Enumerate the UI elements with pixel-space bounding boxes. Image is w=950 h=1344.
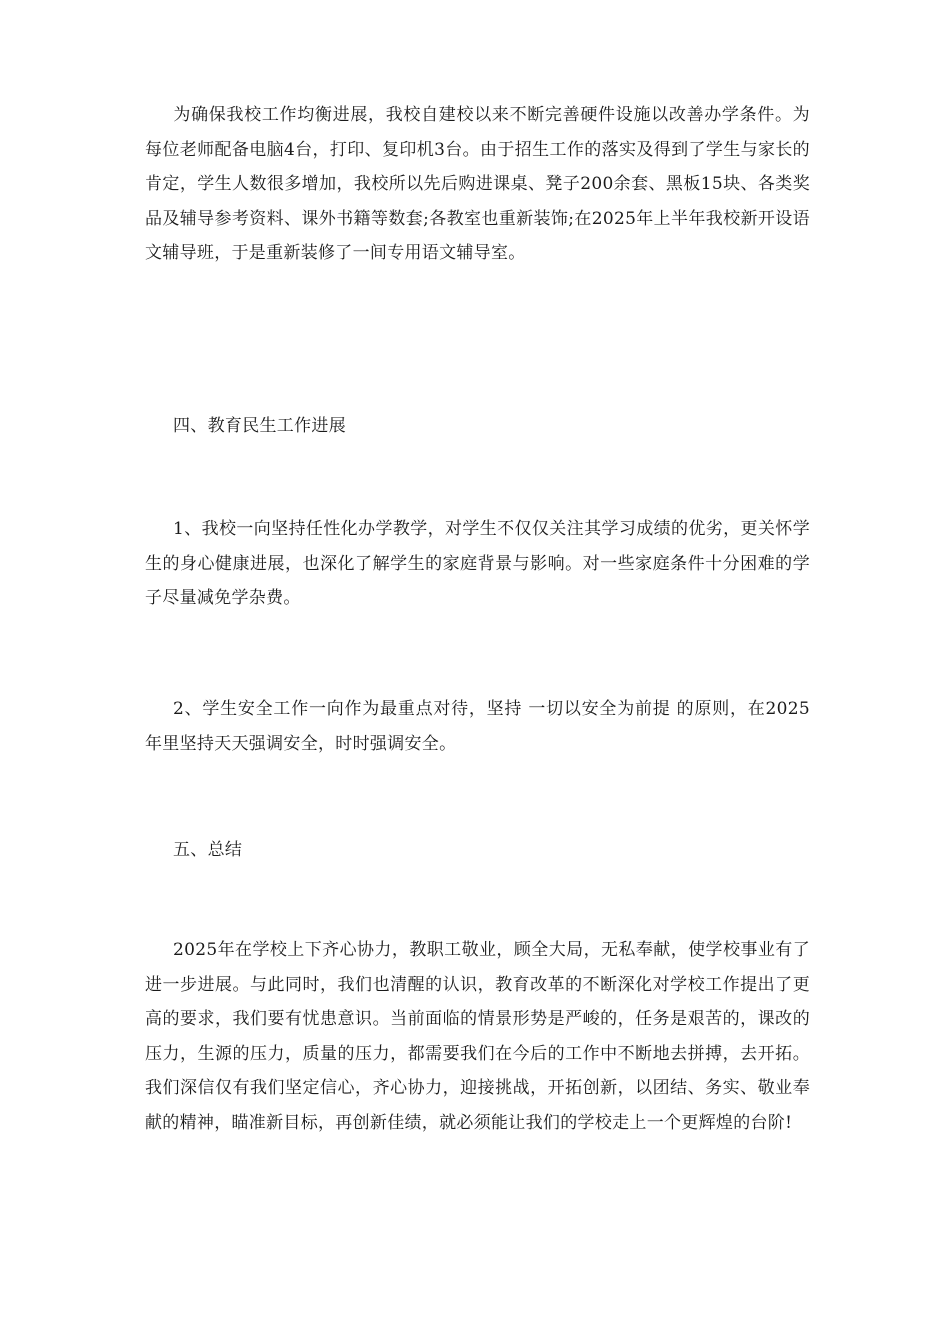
- section-heading-five: 五、总结: [173, 840, 243, 860]
- paragraph-facilities-text: 为确保我校工作均衡进展，我校自建校以来不断完善硬件设施以改善办学条件。为每位老师配备电脑4台，打印、复印机3台。由于招生工作的落实及得到了学生与家长的肯定，学生人数很多增加，我校所以先后购进课桌、凳子200余套、黑板15块、各类奖品及辅导参考资料、课外书籍等数套;各教室也重新装饰;在2025年上半年我校新开设语文辅导班，于是重新装修了一间专用语文辅导室。: [145, 105, 810, 263]
- paragraph-item-two: [145, 692, 810, 761]
- section-heading-four: 四、教育民生工作进展: [173, 416, 346, 436]
- paragraph-summary: [145, 933, 810, 1140]
- paragraph-facilities: [145, 98, 810, 271]
- paragraph-summary-text: 2025年在学校上下齐心协力，教职工敬业，顾全大局，无私奉献，使学校事业有了进一步进展。与此同时，我们也清醒的认识，教育改革的不断深化对学校工作提出了更高的要求，我们要有忧患意识。当前面临的情景形势是严峻的，任务是艰苦的，课改的压力，生源的压力，质量的压力，都需要我们在今后的工作中不断地去拼搏，去开拓。我们深信仅有我们坚定信心，齐心协力，迎接挑战，开拓创新，以团结、务实、敬业奉献的精神，瞄准新目标，再创新佳绩，就必须能让我们的学校走上一个更辉煌的台阶!: [145, 940, 810, 1133]
- paragraph-item-one-text: 1、我校一向坚持任性化办学教学，对学生不仅仅关注其学习成绩的优劣，更关怀学生的身心健康进展，也深化了解学生的家庭背景与影响。对一些家庭条件十分困难的学子尽量减免学杂费。: [145, 519, 810, 608]
- paragraph-item-one: [145, 512, 810, 616]
- paragraph-item-two-text: 2、学生安全工作一向作为最重点对待，坚持 一切以安全为前提 的原则，在2025年里坚持天天强调安全，时时强调安全。: [145, 699, 810, 754]
